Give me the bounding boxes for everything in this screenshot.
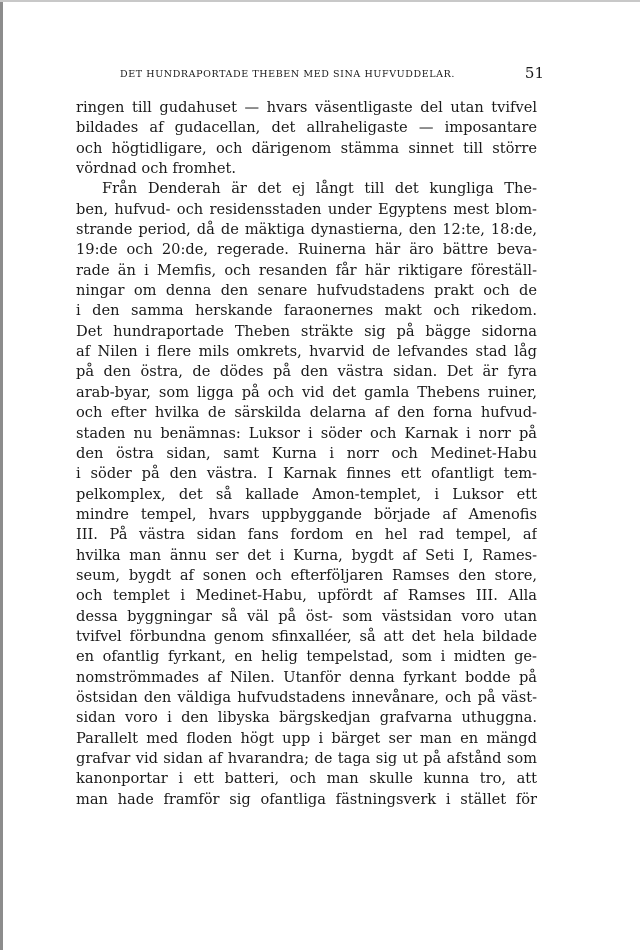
running-head: DET HUNDRAPORTADE THEBEN MED SINA HUFVUDDELAR. xyxy=(120,69,455,80)
text-line: grafvar vid sidan af hvarandra; de taga sig ut på afstånd som xyxy=(76,750,537,767)
text-line: mindre tempel, hvars uppbyggande började af Amenofis xyxy=(76,505,537,523)
text-line: en ofantlig fyrkant, en helig tempelstad, som i midten ge- xyxy=(76,648,537,666)
text-line: och efter hvilka de särskilda delarna af den forna hufvud- xyxy=(76,404,537,422)
text-line: 19:de och 20:de, regerade. Ruinerna här äro bättre beva- xyxy=(76,241,537,259)
text-line: dessa byggningar så väl på öst- som västsidan voro utan xyxy=(76,607,537,625)
text-line: nomströmmades af Nilen. Utanför denna fyrkant bodde på xyxy=(76,668,537,686)
page-edge xyxy=(0,0,3,950)
body-text xyxy=(76,98,537,810)
text-line: och högtidligare, och därigenom stämma sinnet till större xyxy=(76,139,537,157)
text-line: III. På västra sidan fans fordom en hel rad tempel, af xyxy=(76,526,537,544)
text-line: sidan voro i den libyska bärgskedjan grafvarna uthuggna. xyxy=(76,709,537,727)
text-line: Parallelt med floden högt upp i bärget ser man en mängd xyxy=(76,729,537,747)
text-line: arab-byar, som ligga på och vid det gamla Thebens ruiner, xyxy=(76,383,537,401)
text-line: seum, bygdt af sonen och efterföljaren Ramses den store, xyxy=(76,566,537,584)
text-line: i den samma herskande faraonernes makt och rikedom. xyxy=(76,302,537,320)
text-line: strande period, då de mäktiga dynastierna, den 12:te, 18:de, xyxy=(76,221,537,239)
text-line: i söder på den västra. I Karnak finnes ett ofantligt tem- xyxy=(76,465,537,483)
page-edge-top xyxy=(0,0,640,2)
text-line: ningar om denna den senare hufvudstadens prakt och de xyxy=(76,282,537,300)
text-line: kanonportar i ett batteri, och man skulle kunna tro, att xyxy=(76,770,537,788)
text-line: ben, hufvud- och residensstaden under Egyptens mest blom- xyxy=(76,200,537,218)
text-line: staden nu benämnas: Luksor i söder och Karnak i norr på xyxy=(76,424,537,442)
text-line: hvilka man ännu ser det i Kurna, bygdt af Seti I, Rames- xyxy=(76,546,537,564)
text-line: bildades af gudacellan, det allraheligaste — imposantare xyxy=(76,119,537,137)
text-line: östsidan den väldiga hufvudstadens innevånare, och på väst- xyxy=(76,688,537,706)
text-line: tvifvel förbundna genom sfinxalléer, så att det hela bildade xyxy=(76,627,537,645)
text-line: ringen till gudahuset — hvars väsentligaste del utan tvifvel xyxy=(76,99,537,116)
text-line: man hade framför sig ofantliga fästningsverk i stället för xyxy=(76,790,537,808)
text-line: den östra sidan, samt Kurna i norr och Medinet-Habu xyxy=(76,444,537,462)
text-line: Från Denderah är det ej långt till det kungliga The- xyxy=(102,180,537,198)
text-line: Det hundraportade Theben sträkte sig på bägge sidorna xyxy=(76,322,537,340)
text-line: på den östra, de dödes på den västra sidan. Det är fyra xyxy=(76,363,537,381)
text-line: pelkomplex, det så kallade Amon-templet, i Luksor ett xyxy=(76,485,537,503)
text-line: vördnad och fromhet. xyxy=(76,160,236,178)
page-header xyxy=(90,64,550,86)
text-line: af Nilen i flere mils omkrets, hvarvid de lefvandes stad låg xyxy=(76,343,537,361)
text-line: och templet i Medinet-Habu, upfördt af Ramses III. Alla xyxy=(76,587,537,605)
text-line: rade än i Memfis, och resanden får här riktigare föreställ- xyxy=(76,261,537,279)
page-number: 51 xyxy=(524,64,544,82)
